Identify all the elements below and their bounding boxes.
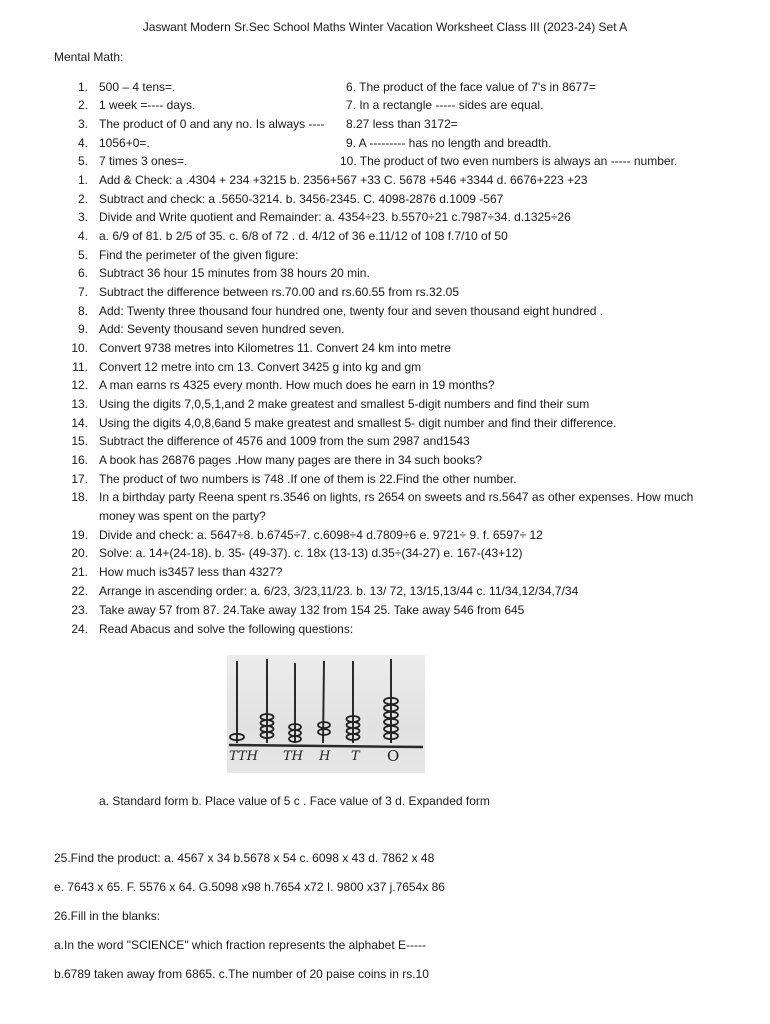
- question-text: Subtract 36 hour 15 minutes from 38 hours 20 min.: [99, 266, 370, 280]
- mm-item-text: 9. A --------- has no length and breadth.: [346, 136, 552, 150]
- question-25-line-1: 25.Find the product: a. 4567 x 34 b.5678 x 54 c. 6098 x 43 d. 7862 x 48: [54, 851, 435, 865]
- abacus-rod: [323, 661, 324, 743]
- question-text: How much is3457 less than 4327?: [99, 565, 283, 579]
- question-text: Convert 9738 metres into Kilometres 11. Convert 24 km into metre: [99, 341, 451, 355]
- question-text: The product of two numbers is 748 .If one of them is 22.Find the other number.: [99, 472, 517, 486]
- question-number: 23.: [71, 603, 88, 617]
- mm-item-text: 7 times 3 ones=.: [99, 154, 188, 168]
- question-text: Take away 57 from 87. 24.Take away 132 from 154 25. Take away 546 from 645: [99, 603, 525, 617]
- question-25-line-2: e. 7643 x 65. F. 5576 x 64. G.5098 x98 h.7654 x72 I. 9800 x37 j.7654x 86: [54, 880, 445, 894]
- mm-item-text: 6. The product of the face value of 7's in 8677=: [346, 80, 596, 94]
- question-number: 7.: [77, 285, 88, 299]
- question-number: 5.: [77, 248, 88, 262]
- question-text: Convert 12 metre into cm 13. Convert 3425 g into kg and gm: [99, 360, 422, 374]
- question-number: 13.: [71, 397, 88, 411]
- question-text: Divide and Write quotient and Remainder: a. 4354÷23. b.5570÷21 c.7987÷34. d.1325÷26: [99, 210, 571, 224]
- question-number: 12.: [71, 378, 88, 392]
- mm-item-text: 10. The product of two even numbers is always an ----- number.: [340, 154, 678, 168]
- question-text: In a birthday party Reena spent rs.3546 on lights, rs 2654 on sweets and rs.5647 as other expenses. How much: [99, 490, 694, 504]
- abacus-label-th: TH: [283, 749, 304, 764]
- abacus-questions: a. Standard form b. Place value of 5 c . Face value of 3 d. Expanded form: [99, 794, 490, 808]
- question-number: 15.: [71, 434, 88, 448]
- question-number: 10.: [71, 341, 88, 355]
- mm-item-number: 5.: [77, 154, 88, 168]
- question-text: a. 6/9 of 81. b 2/5 of 35. c. 6/8 of 72 . d. 4/12 of 36 e.11/12 of 108 f.7/10 of 50: [99, 229, 508, 243]
- question-number: 22.: [71, 584, 88, 598]
- mm-item-text: 1 week =---- days.: [99, 98, 196, 112]
- question-number: 18.: [71, 490, 88, 504]
- mm-item-text: 7. In a rectangle ----- sides are equal.: [346, 98, 544, 112]
- question-text: A man earns rs 4325 every month. How much does he earn in 19 months?: [99, 378, 495, 392]
- question-text: Subtract the difference of 4576 and 1009 from the sum 2987 and1543: [99, 434, 470, 448]
- abacus-label-tth: TTH: [229, 749, 258, 764]
- fill-blank-b-c: b.6789 taken away from 6865. c.The number of 20 paise coins in rs.10: [54, 967, 429, 981]
- abacus-figure: [227, 655, 425, 773]
- question-number: 8.: [77, 304, 88, 318]
- question-26-title: 26.Fill in the blanks:: [54, 909, 161, 923]
- section-title: Mental Math:: [54, 50, 124, 64]
- mm-item-number: 1.: [77, 80, 88, 94]
- abacus-label-h: H: [319, 749, 331, 764]
- question-text: Read Abacus and solve the following questions:: [99, 622, 354, 636]
- question-number: 11.: [72, 360, 88, 374]
- question-text: Add: Seventy thousand seven hundred seven.: [99, 322, 345, 336]
- question-number: 24.: [71, 622, 88, 636]
- question-text: Divide and check: a. 5647÷8. b.6745÷7. c.6098÷4 d.7809÷6 e. 9721÷ 9. f. 6597÷ 12: [99, 528, 543, 542]
- question-text: A book has 26876 pages .How many pages are there in 34 such books?: [99, 453, 482, 467]
- worksheet-header: Jaswant Modern Sr.Sec School Maths Winter Vacation Worksheet Class III (2023-24) Set A: [142, 20, 628, 34]
- question-number: 2.: [77, 192, 88, 206]
- question-text: Find the perimeter of the given figure:: [99, 248, 299, 262]
- mm-item-number: 3.: [77, 117, 88, 131]
- mm-item-text: The product of 0 and any no. Is always ----: [99, 117, 325, 131]
- mm-item-text: 8.27 less than 3172=: [346, 117, 458, 131]
- question-number: 19.: [71, 528, 88, 542]
- abacus-label-t: T: [351, 749, 360, 764]
- question-number: 21.: [71, 565, 88, 579]
- question-text: Solve: a. 14+(24-18). b. 35- (49-37). c. 18x (13-13) d.35÷(34-27) e. 167-(43+12): [99, 546, 523, 560]
- mm-item-text: 500 – 4 tens=.: [99, 80, 176, 94]
- question-number: 3.: [77, 210, 88, 224]
- question-text: Add: Twenty three thousand four hundred one, twenty four and seven thousand eight hundred .: [99, 304, 604, 318]
- question-number: 4.: [77, 229, 88, 243]
- mm-item-number: 4.: [77, 136, 88, 150]
- abacus-label-o: O: [387, 747, 400, 765]
- question-text: Subtract and check: a .5650-3214. b. 3456-2345. C. 4098-2876 d.1009 -567: [99, 192, 504, 206]
- question-number: 20.: [71, 546, 88, 560]
- question-number: 17.: [71, 472, 88, 486]
- question-number: 6.: [77, 266, 88, 280]
- question-text: Add & Check: a .4304 + 234 +3215 b. 2356+567 +33 C. 5678 +546 +3344 d. 6676+223 +23: [99, 173, 588, 187]
- mm-item-number: 2.: [77, 98, 88, 112]
- question-number: 1.: [77, 173, 88, 187]
- mm-item-text: 1056+0=.: [99, 136, 150, 150]
- question-number: 9.: [77, 322, 88, 336]
- fill-blank-a: a.In the word "SCIENCE" which fraction represents the alphabet E-----: [54, 938, 427, 952]
- question-text: Using the digits 4,0,8,6and 5 make greatest and smallest 5- digit number and find their difference.: [99, 416, 617, 430]
- question-text: Arrange in ascending order: a. 6/23, 3/23,11/23. b. 13/ 72, 13/15,13/44 c. 11/34,12/34,7/34: [99, 584, 579, 598]
- question-text: Using the digits 7,0,5,1,and 2 make greatest and smallest 5-digit numbers and find their sum: [99, 397, 590, 411]
- question-number: 14.: [71, 416, 88, 430]
- question-text: money was spent on the party?: [99, 509, 266, 523]
- question-text: Subtract the difference between rs.70.00 and rs.60.55 from rs.32.05: [99, 285, 459, 299]
- question-number: 16.: [71, 453, 88, 467]
